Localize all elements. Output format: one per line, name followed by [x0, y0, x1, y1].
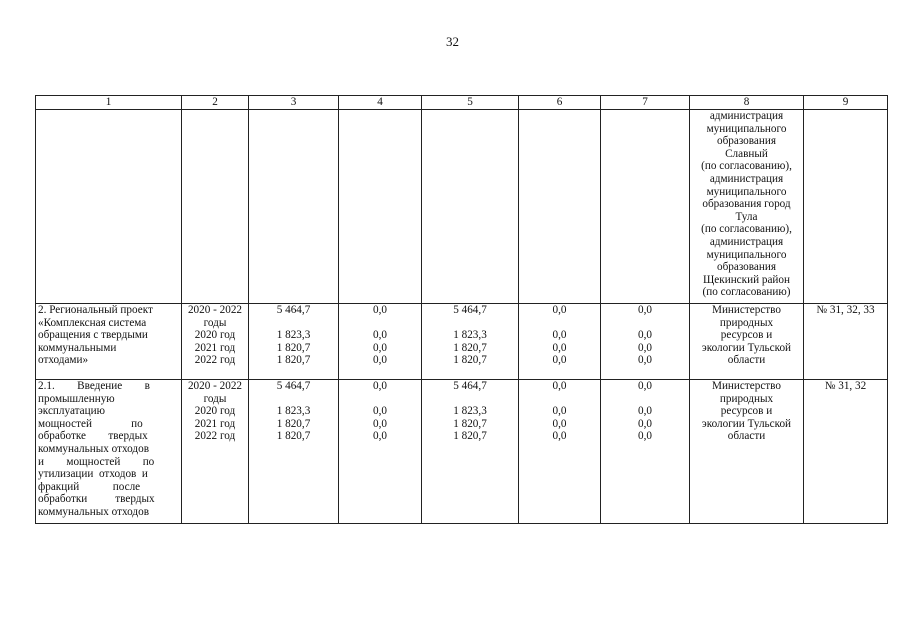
name-line: промышленную	[38, 392, 115, 405]
responsible-line: муниципального	[706, 248, 787, 261]
cell-col3	[249, 380, 339, 524]
cell-responsible	[690, 304, 804, 380]
value-line: 1 823,3	[453, 329, 487, 342]
cell-col4	[339, 380, 422, 524]
page-number: 32	[446, 34, 459, 49]
responsible-line: Славный	[725, 147, 768, 160]
cell-name	[36, 380, 182, 524]
value-line: 1 823,3	[276, 329, 311, 342]
value-line: 0,0	[373, 380, 387, 392]
value-line: 0,0	[638, 430, 652, 443]
responsible-line: экологии Тульской	[701, 341, 792, 354]
value-line: 5 464,7	[453, 304, 487, 316]
name-line: «Комплексная система	[38, 316, 147, 329]
value-line: 0,0	[638, 329, 652, 342]
period-line: 2021 год	[194, 417, 236, 430]
value-line: 0,0	[373, 430, 387, 443]
responsible-line: муниципального	[706, 185, 787, 198]
value-line: 1 820,7	[276, 354, 311, 367]
cell-col5	[422, 304, 519, 380]
responsible-line: администрация	[709, 235, 784, 248]
value-line: 0,0	[552, 417, 567, 430]
value-line: 1 823,3	[276, 405, 311, 418]
value-line: 0,0	[552, 430, 567, 443]
responsible-line: Министерство	[712, 380, 781, 392]
value-line: 0,0	[638, 417, 652, 430]
cell-period	[182, 304, 249, 380]
name-line: эксплуатацию	[38, 405, 105, 418]
name-line: обращения с твердыми	[38, 329, 148, 342]
header-col-9: 9	[804, 96, 888, 110]
value-line: 0,0	[373, 405, 387, 418]
value-line: 0,0	[552, 380, 567, 392]
cell-col3	[249, 304, 339, 380]
cell-col4	[339, 304, 422, 380]
value-line: 1 820,7	[453, 417, 487, 430]
name-line: коммунальных отходов	[38, 505, 149, 518]
period-line: 2022 год	[194, 430, 236, 443]
value-line: 0,0	[552, 304, 567, 316]
responsible-line: (по согласованию)	[702, 286, 791, 299]
value-line: 1 820,7	[276, 430, 311, 443]
period-line: 2020 - 2022	[187, 304, 243, 316]
value-line: 1 820,7	[276, 341, 311, 354]
responsible-line: Щекинский район	[703, 273, 790, 286]
value-line: 1 820,7	[276, 417, 311, 430]
value-line: 0,0	[552, 341, 567, 354]
cell-col6	[519, 110, 601, 304]
value-line: 0,0	[373, 304, 387, 316]
name-line: отходами»	[38, 354, 89, 367]
cell-col3	[249, 110, 339, 304]
header-col-1: 1	[36, 96, 182, 110]
name-line: мощностей по	[38, 417, 143, 430]
responsible-line: экологии Тульской	[701, 417, 792, 430]
period-line: годы	[203, 316, 227, 329]
header-col-5: 5	[422, 96, 519, 110]
value-line: 1 820,7	[453, 341, 487, 354]
cell-col7	[601, 380, 690, 524]
name-line: утилизации отходов и	[38, 468, 148, 481]
name-line: фракций после	[38, 480, 141, 493]
cell-col7	[601, 304, 690, 380]
program-table	[35, 95, 888, 524]
name-line: обработки твердых	[38, 493, 155, 506]
cell-period	[182, 110, 249, 304]
period-line: 2020 год	[194, 329, 236, 342]
responsible-line: (по согласованию),	[701, 223, 792, 236]
cell-col5	[422, 110, 519, 304]
responsible-line: ресурсов и	[720, 405, 773, 418]
spacer	[424, 317, 516, 330]
cell-indicators	[804, 110, 888, 304]
header-col-3: 3	[249, 96, 339, 110]
cell-name	[36, 110, 182, 304]
header-col-8: 8	[690, 96, 804, 110]
period-line: 2020 - 2022	[187, 380, 243, 392]
name-line: обработке твердых	[38, 430, 148, 443]
value-line: 1 820,7	[453, 354, 487, 367]
value-line: 0,0	[638, 304, 652, 316]
period-line: годы	[203, 392, 227, 405]
responsible-line: администрация	[709, 172, 784, 185]
table-row	[36, 110, 888, 304]
value-line: 0,0	[552, 354, 567, 367]
value-line: 0,0	[373, 329, 387, 342]
value-line: 5 464,7	[276, 304, 311, 316]
responsible-line: муниципального	[706, 122, 787, 135]
cell-name	[36, 304, 182, 380]
name-line: и мощностей по	[38, 455, 155, 468]
responsible-line: ресурсов и	[720, 329, 773, 342]
responsible-line: Тула	[735, 210, 758, 223]
spacer	[341, 393, 419, 406]
responsible-line: области	[727, 354, 766, 367]
value-line: 1 823,3	[453, 405, 487, 418]
name-line: 2.1. Введение в	[38, 380, 150, 392]
value-line: 0,0	[638, 380, 652, 392]
name-line: коммунальными	[38, 341, 117, 354]
responsible-line: природных	[719, 392, 774, 405]
cell-col5	[422, 380, 519, 524]
spacer	[251, 393, 336, 406]
cell-col4	[339, 110, 422, 304]
responsible-line: (по согласованию),	[701, 160, 792, 173]
responsible-line: Министерство	[712, 304, 781, 316]
header-col-2: 2	[182, 96, 249, 110]
name-line: коммунальных отходов	[38, 442, 149, 455]
value-line: 0,0	[638, 405, 652, 418]
header-col-4: 4	[339, 96, 422, 110]
cell-responsible	[690, 110, 804, 304]
spacer	[341, 317, 419, 330]
name-line: 2. Региональный проект	[38, 304, 153, 316]
responsible-line: образования	[716, 135, 776, 148]
spacer	[521, 317, 598, 330]
value-line: 0,0	[638, 341, 652, 354]
value-line: 0,0	[552, 405, 567, 418]
spacer	[521, 393, 598, 406]
value-line: 0,0	[373, 354, 387, 367]
responsible-line: области	[727, 430, 766, 443]
period-line: 2022 год	[194, 354, 236, 367]
period-line: 2021 год	[194, 341, 236, 354]
cell-indicators: № 31, 32, 33	[804, 304, 888, 380]
cell-col7	[601, 110, 690, 304]
header-row	[36, 96, 888, 110]
value-line: 5 464,7	[276, 380, 311, 392]
responsible-line: образования город	[702, 198, 791, 211]
value-line: 5 464,7	[453, 380, 487, 392]
responsible-line: природных	[719, 316, 774, 329]
period-line: 2020 год	[194, 405, 236, 418]
header-col-6: 6	[519, 96, 601, 110]
cell-indicators: № 31, 32	[804, 380, 888, 524]
value-line: 1 820,7	[453, 430, 487, 443]
spacer	[251, 317, 336, 330]
table-row	[36, 380, 888, 524]
value-line: 0,0	[638, 354, 652, 367]
spacer	[603, 393, 687, 406]
responsible-line: образования	[716, 261, 776, 274]
cell-period	[182, 380, 249, 524]
cell-col6	[519, 380, 601, 524]
spacer	[424, 393, 516, 406]
value-line: 0,0	[552, 329, 567, 342]
value-line: 0,0	[373, 417, 387, 430]
cell-responsible	[690, 380, 804, 524]
header-col-7: 7	[601, 96, 690, 110]
cell-col6	[519, 304, 601, 380]
responsible-line: администрация	[709, 110, 784, 122]
table-row	[36, 304, 888, 380]
value-line: 0,0	[373, 341, 387, 354]
spacer	[603, 317, 687, 330]
